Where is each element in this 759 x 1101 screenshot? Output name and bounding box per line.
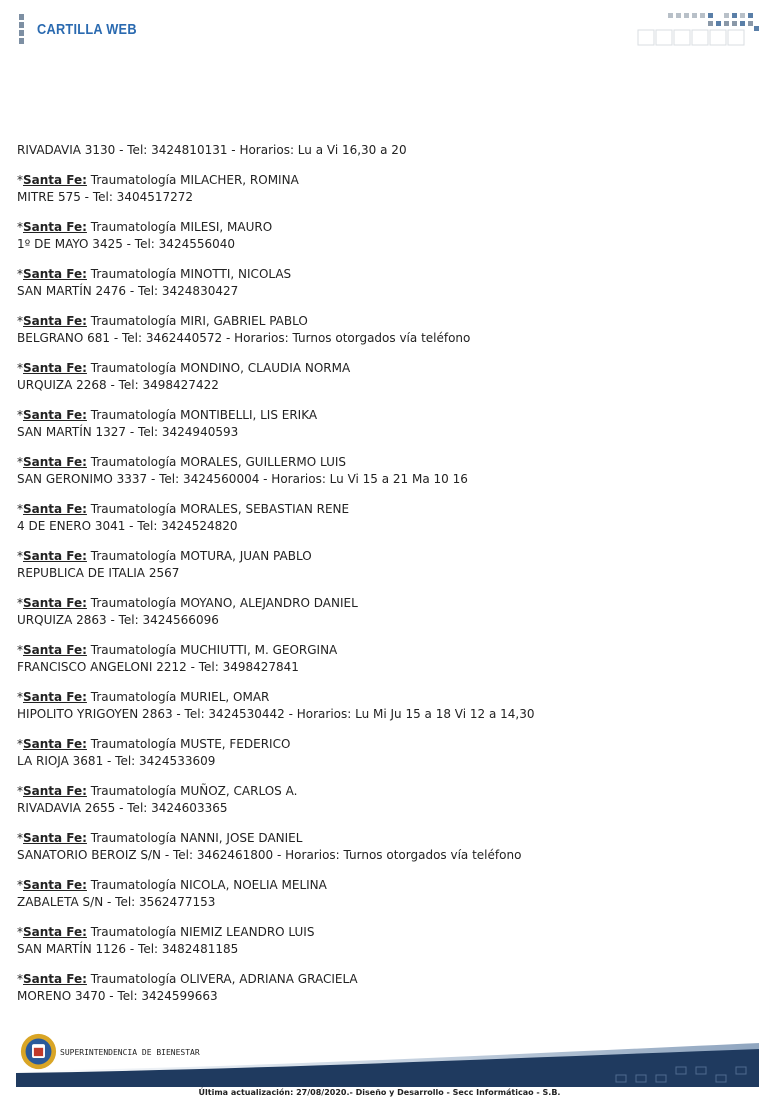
institution-seal-icon <box>20 1033 57 1070</box>
list-item <box>17 548 747 582</box>
list-item <box>17 595 747 629</box>
entry-prefix: * <box>17 173 23 187</box>
list-item <box>17 924 747 958</box>
entry-prefix: * <box>17 314 23 328</box>
entry-specialty-name: Traumatología NIEMIZ LEANDRO LUIS <box>86 925 315 939</box>
entry-prefix: * <box>17 455 23 469</box>
entry-specialty-name: Traumatología MONDINO, CLAUDIA NORMA <box>86 361 351 375</box>
entry-province: Santa Fe: <box>23 784 87 798</box>
entry-heading <box>17 548 747 565</box>
footer-band <box>16 1035 759 1087</box>
entry-details: REPUBLICA DE ITALIA 2567 <box>17 566 180 580</box>
list-item <box>17 736 747 770</box>
entry-prefix: * <box>17 549 23 563</box>
entry-details: URQUIZA 2863 - Tel: 3424566096 <box>17 613 219 627</box>
entry-province: Santa Fe: <box>23 173 87 187</box>
list-item <box>17 689 747 723</box>
list-item <box>17 501 747 535</box>
entry-heading <box>17 689 747 706</box>
entry-province: Santa Fe: <box>23 314 87 328</box>
entry-details: LA RIOJA 3681 - Tel: 3424533609 <box>17 754 216 768</box>
entry-specialty-name: Traumatología MORALES, SEBASTIAN RENE <box>86 502 350 516</box>
list-item <box>17 971 747 1005</box>
entry-specialty-name: Traumatología MURIEL, OMAR <box>86 690 270 704</box>
entry-heading <box>17 830 747 847</box>
list-item <box>17 407 747 441</box>
entry-province: Santa Fe: <box>23 643 87 657</box>
header-bars-icon <box>19 14 24 46</box>
list-item <box>17 642 747 676</box>
entry-prefix: * <box>17 220 23 234</box>
entry-heading <box>17 783 747 800</box>
entry-heading <box>17 642 747 659</box>
entry-details: FRANCISCO ANGELONI 2212 - Tel: 3498427841 <box>17 660 299 674</box>
entry-heading <box>17 736 747 753</box>
entry-province: Santa Fe: <box>23 220 87 234</box>
entry-specialty-name: Traumatología MILACHER, ROMINA <box>86 173 299 187</box>
entry-specialty-name: Traumatología MUCHIUTTI, M. GEORGINA <box>86 643 338 657</box>
footer-organization: SUPERINTENDENCIA DE BIENESTAR <box>60 1048 200 1057</box>
list-item <box>17 830 747 864</box>
entry-details: MITRE 575 - Tel: 3404517272 <box>17 190 194 204</box>
entry-details: MORENO 3470 - Tel: 3424599663 <box>17 989 218 1003</box>
entry-heading <box>17 360 747 377</box>
entry-province: Santa Fe: <box>23 549 87 563</box>
entry-specialty-name: Traumatología OLIVERA, ADRIANA GRACIELA <box>86 972 358 986</box>
entry-specialty-name: Traumatología MOYANO, ALEJANDRO DANIEL <box>86 596 358 610</box>
entry-province: Santa Fe: <box>23 831 87 845</box>
entry-specialty-name: Traumatología NANNI, JOSE DANIEL <box>86 831 303 845</box>
list-item <box>17 360 747 394</box>
footer-update-text: Última actualización: 27/08/2020.- Diseño y Desarrollo - Secc Informáticao - S.B. <box>198 1088 561 1097</box>
entry-province: Santa Fe: <box>23 972 87 986</box>
entry-prefix: * <box>17 361 23 375</box>
entry-specialty-name: Traumatología MILESI, MAURO <box>86 220 273 234</box>
page-title: CARTILLA WEB <box>37 22 137 38</box>
entry-heading <box>17 971 747 988</box>
entry-prefix: * <box>17 690 23 704</box>
intro-line: RIVADAVIA 3130 - Tel: 3424810131 - Horarios: Lu a Vi 16,30 a 20 <box>17 143 407 157</box>
entry-prefix: * <box>17 502 23 516</box>
entry-heading <box>17 266 747 283</box>
list-item <box>17 877 747 911</box>
entry-details: SAN MARTÍN 1126 - Tel: 3482481185 <box>17 942 239 956</box>
header-pixel-decoration-icon <box>636 12 759 48</box>
entry-specialty-name: Traumatología MIRI, GABRIEL PABLO <box>86 314 308 328</box>
entry-heading <box>17 172 747 189</box>
entry-prefix: * <box>17 925 23 939</box>
entry-details: SAN MARTÍN 2476 - Tel: 3424830427 <box>17 284 239 298</box>
entry-details: 4 DE ENERO 3041 - Tel: 3424524820 <box>17 519 238 533</box>
entry-details: RIVADAVIA 2655 - Tel: 3424603365 <box>17 801 228 815</box>
entry-province: Santa Fe: <box>23 690 87 704</box>
list-item <box>17 266 747 300</box>
entry-details: BELGRANO 681 - Tel: 3462440572 - Horarios: Turnos otorgados vía teléfono <box>17 331 471 345</box>
entry-province: Santa Fe: <box>23 925 87 939</box>
entry-heading <box>17 454 747 471</box>
entry-details: SANATORIO BEROIZ S/N - Tel: 3462461800 - Horarios: Turnos otorgados vía teléfono <box>17 848 522 862</box>
entry-specialty-name: Traumatología NICOLA, NOELIA MELINA <box>86 878 327 892</box>
entry-heading <box>17 595 747 612</box>
entry-details: URQUIZA 2268 - Tel: 3498427422 <box>17 378 219 392</box>
entry-prefix: * <box>17 878 23 892</box>
entry-details: SAN MARTÍN 1327 - Tel: 3424940593 <box>17 425 239 439</box>
entry-prefix: * <box>17 831 23 845</box>
list-item <box>17 454 747 488</box>
entry-prefix: * <box>17 408 23 422</box>
entry-prefix: * <box>17 596 23 610</box>
entry-details: HIPOLITO YRIGOYEN 2863 - Tel: 3424530442 - Horarios: Lu Mi Ju 15 a 18 Vi 12 a 14,30 <box>17 707 535 721</box>
entry-specialty-name: Traumatología MUÑOZ, CARLOS A. <box>86 784 298 798</box>
entry-province: Santa Fe: <box>23 267 87 281</box>
entry-province: Santa Fe: <box>23 596 87 610</box>
entry-heading <box>17 219 747 236</box>
list-item <box>17 313 747 347</box>
entry-heading <box>17 501 747 518</box>
entries-list <box>17 172 747 1005</box>
entry-heading <box>17 877 747 894</box>
entry-details: SAN GERONIMO 3337 - Tel: 3424560004 - Horarios: Lu Vi 15 a 21 Ma 10 16 <box>17 472 468 486</box>
list-item <box>17 783 747 817</box>
entry-prefix: * <box>17 784 23 798</box>
entry-details: ZABALETA S/N - Tel: 3562477153 <box>17 895 216 909</box>
entry-province: Santa Fe: <box>23 878 87 892</box>
entry-specialty-name: Traumatología MONTIBELLI, LIS ERIKA <box>86 408 318 422</box>
entry-province: Santa Fe: <box>23 737 87 751</box>
entry-heading <box>17 407 747 424</box>
list-item <box>17 172 747 206</box>
entry-specialty-name: Traumatología MUSTE, FEDERICO <box>86 737 291 751</box>
list-item <box>17 219 747 253</box>
entry-heading <box>17 313 747 330</box>
entry-specialty-name: Traumatología MOTURA, JUAN PABLO <box>86 549 312 563</box>
entry-specialty-name: Traumatología MORALES, GUILLERMO LUIS <box>86 455 347 469</box>
entry-province: Santa Fe: <box>23 455 87 469</box>
entry-prefix: * <box>17 643 23 657</box>
entry-specialty-name: Traumatología MINOTTI, NICOLAS <box>86 267 292 281</box>
entry-province: Santa Fe: <box>23 502 87 516</box>
entry-province: Santa Fe: <box>23 408 87 422</box>
listing <box>17 142 747 1005</box>
entry-details: 1º DE MAYO 3425 - Tel: 3424556040 <box>17 237 236 251</box>
entry-heading <box>17 924 747 941</box>
entry-prefix: * <box>17 972 23 986</box>
entry-prefix: * <box>17 737 23 751</box>
entry-province: Santa Fe: <box>23 361 87 375</box>
entry-prefix: * <box>17 267 23 281</box>
